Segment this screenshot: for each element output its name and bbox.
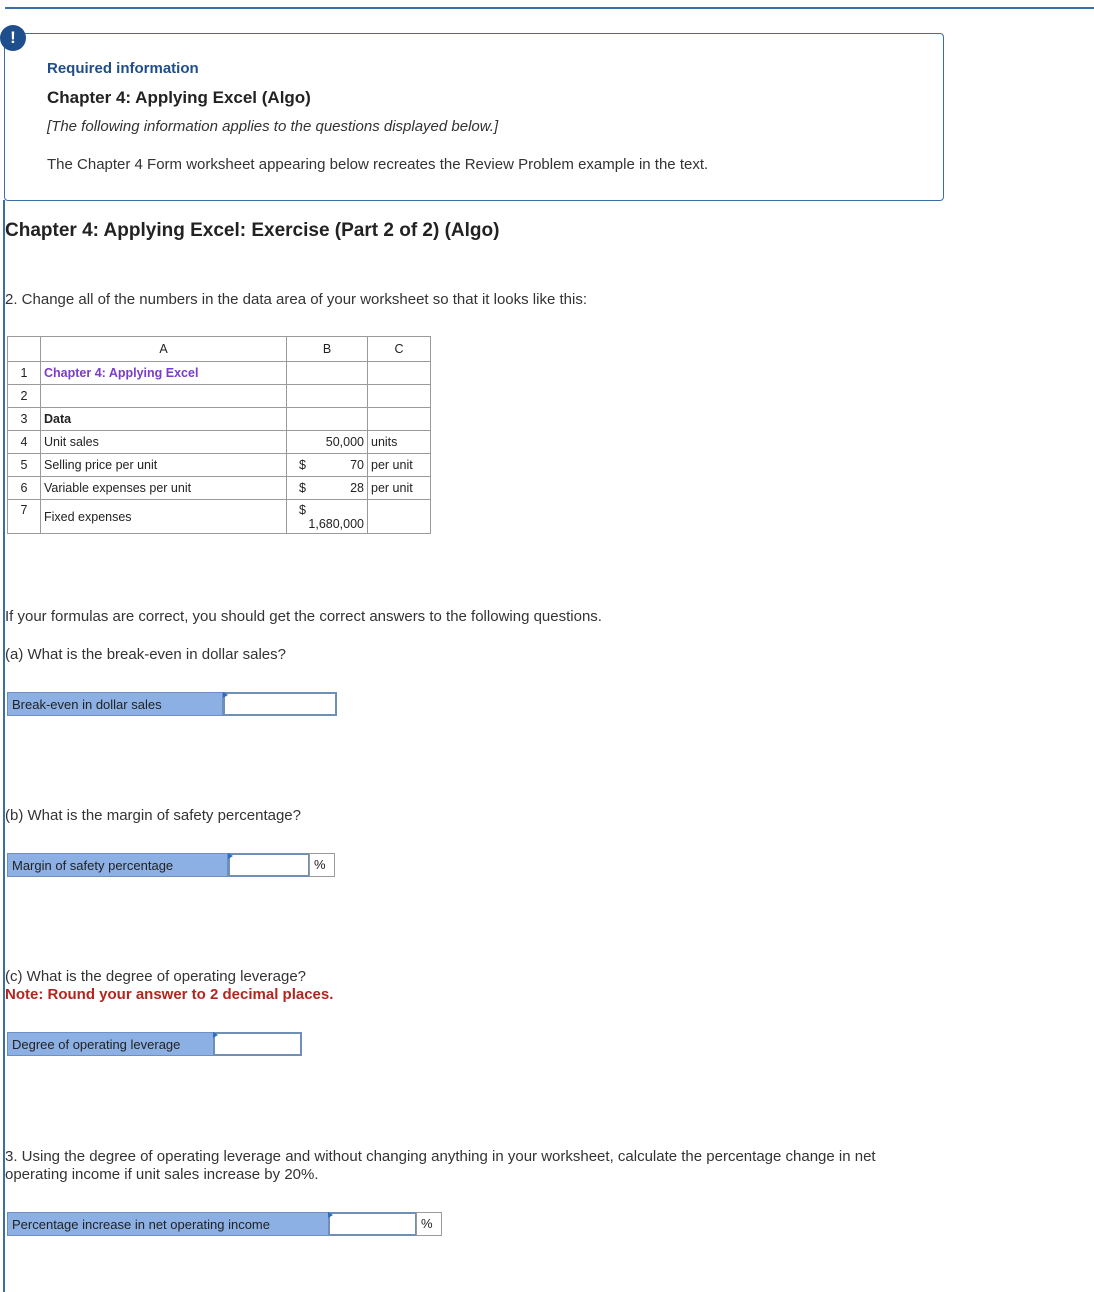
info-description: The Chapter 4 Form worksheet appearing below recreates the Review Problem example in the text. (47, 156, 709, 173)
cell-b1 (287, 362, 368, 385)
operating-leverage-input[interactable] (213, 1032, 302, 1056)
row-number: 4 (8, 431, 41, 454)
sheet-row-6 (8, 477, 431, 500)
cell-c2 (368, 385, 431, 408)
break-even-label: Break-even in dollar sales (7, 692, 223, 716)
sheet-row-7 (8, 500, 431, 534)
row-number: 7 (8, 500, 41, 534)
question-3-line-1: 3. Using the degree of operating leverage and without changing anything in your worksheet, calculate the percentage change in net (5, 1148, 876, 1165)
cell-b3 (287, 408, 368, 431)
frame-left-border (3, 200, 5, 1292)
question-a-text: (a) What is the break-even in dollar sales? (5, 646, 286, 663)
variable-expenses-value: 28 (350, 481, 364, 495)
row-number: 2 (8, 385, 41, 408)
input-marker-icon (328, 1212, 333, 1218)
unit-sales-value: 50,000 (287, 431, 368, 454)
sheet-title-cell: Chapter 4: Applying Excel (41, 362, 287, 385)
cell-c1 (368, 362, 431, 385)
column-header-a: A (41, 337, 287, 362)
corner-cell (8, 337, 41, 362)
intro-text: If your formulas are correct, you should get the correct answers to the following questions. (5, 608, 602, 625)
alert-icon: ! (0, 25, 26, 51)
info-italic-note: [The following information applies to the questions displayed below.] (47, 118, 499, 135)
break-even-input[interactable] (223, 692, 337, 716)
column-header-row (8, 337, 431, 362)
selling-price-value: 70 (350, 458, 364, 472)
column-header-c: C (368, 337, 431, 362)
sheet-row-2 (8, 385, 431, 408)
variable-expenses-unit: per unit (368, 477, 431, 500)
row-number: 5 (8, 454, 41, 477)
row-number: 6 (8, 477, 41, 500)
operating-leverage-label: Degree of operating leverage (7, 1032, 214, 1056)
spreadsheet-table (7, 336, 431, 534)
sheet-row-4 (8, 431, 431, 454)
question-3-line-2: operating income if unit sales increase by 20%. (5, 1166, 319, 1183)
unit-sales-unit: units (368, 431, 431, 454)
selling-price-label: Selling price per unit (41, 454, 287, 477)
percent-unit: % (416, 1212, 442, 1236)
net-operating-income-label: Percentage increase in net operating income (7, 1212, 329, 1236)
cell-c7 (368, 500, 431, 534)
question-c-text: (c) What is the degree of operating leverage? (5, 968, 307, 985)
sheet-row-3 (8, 408, 431, 431)
selling-price-cell (287, 454, 368, 477)
question-2-text: 2. Change all of the numbers in the data area of your worksheet so that it looks like this: (5, 291, 587, 308)
sheet-row-5 (8, 454, 431, 477)
fixed-expenses-label: Fixed expenses (41, 500, 287, 534)
net-operating-income-input[interactable] (328, 1212, 417, 1236)
variable-expenses-cell (287, 477, 368, 500)
dollar-sign: $ (299, 481, 306, 495)
question-b-text: (b) What is the margin of safety percentage? (5, 807, 301, 824)
required-info-box (4, 33, 944, 201)
column-header-b: B (287, 337, 368, 362)
sheet-row-1 (8, 362, 431, 385)
fixed-expenses-cell (287, 500, 368, 534)
selling-price-unit: per unit (368, 454, 431, 477)
input-marker-icon (223, 692, 228, 698)
frame-top-border (5, 7, 1094, 9)
cell-c3 (368, 408, 431, 431)
margin-of-safety-label: Margin of safety percentage (7, 853, 228, 877)
dollar-sign: $ (299, 458, 306, 472)
rounding-note: Note: Round your answer to 2 decimal places. (5, 986, 334, 1003)
input-marker-icon (213, 1032, 218, 1038)
required-info-label: Required information (47, 60, 199, 77)
variable-expenses-label: Variable expenses per unit (41, 477, 287, 500)
exercise-heading: Chapter 4: Applying Excel: Exercise (Part 2 of 2) (Algo) (5, 220, 500, 241)
cell-a2 (41, 385, 287, 408)
fixed-expenses-value: 1,680,000 (308, 517, 364, 531)
input-marker-icon (228, 853, 233, 859)
info-title: Chapter 4: Applying Excel (Algo) (47, 88, 311, 107)
margin-of-safety-input[interactable] (228, 853, 310, 877)
row-number: 1 (8, 362, 41, 385)
unit-sales-label: Unit sales (41, 431, 287, 454)
percent-unit: % (309, 853, 335, 877)
dollar-sign: $ (299, 503, 306, 517)
cell-b2 (287, 385, 368, 408)
row-number: 3 (8, 408, 41, 431)
data-section-label: Data (41, 408, 287, 431)
